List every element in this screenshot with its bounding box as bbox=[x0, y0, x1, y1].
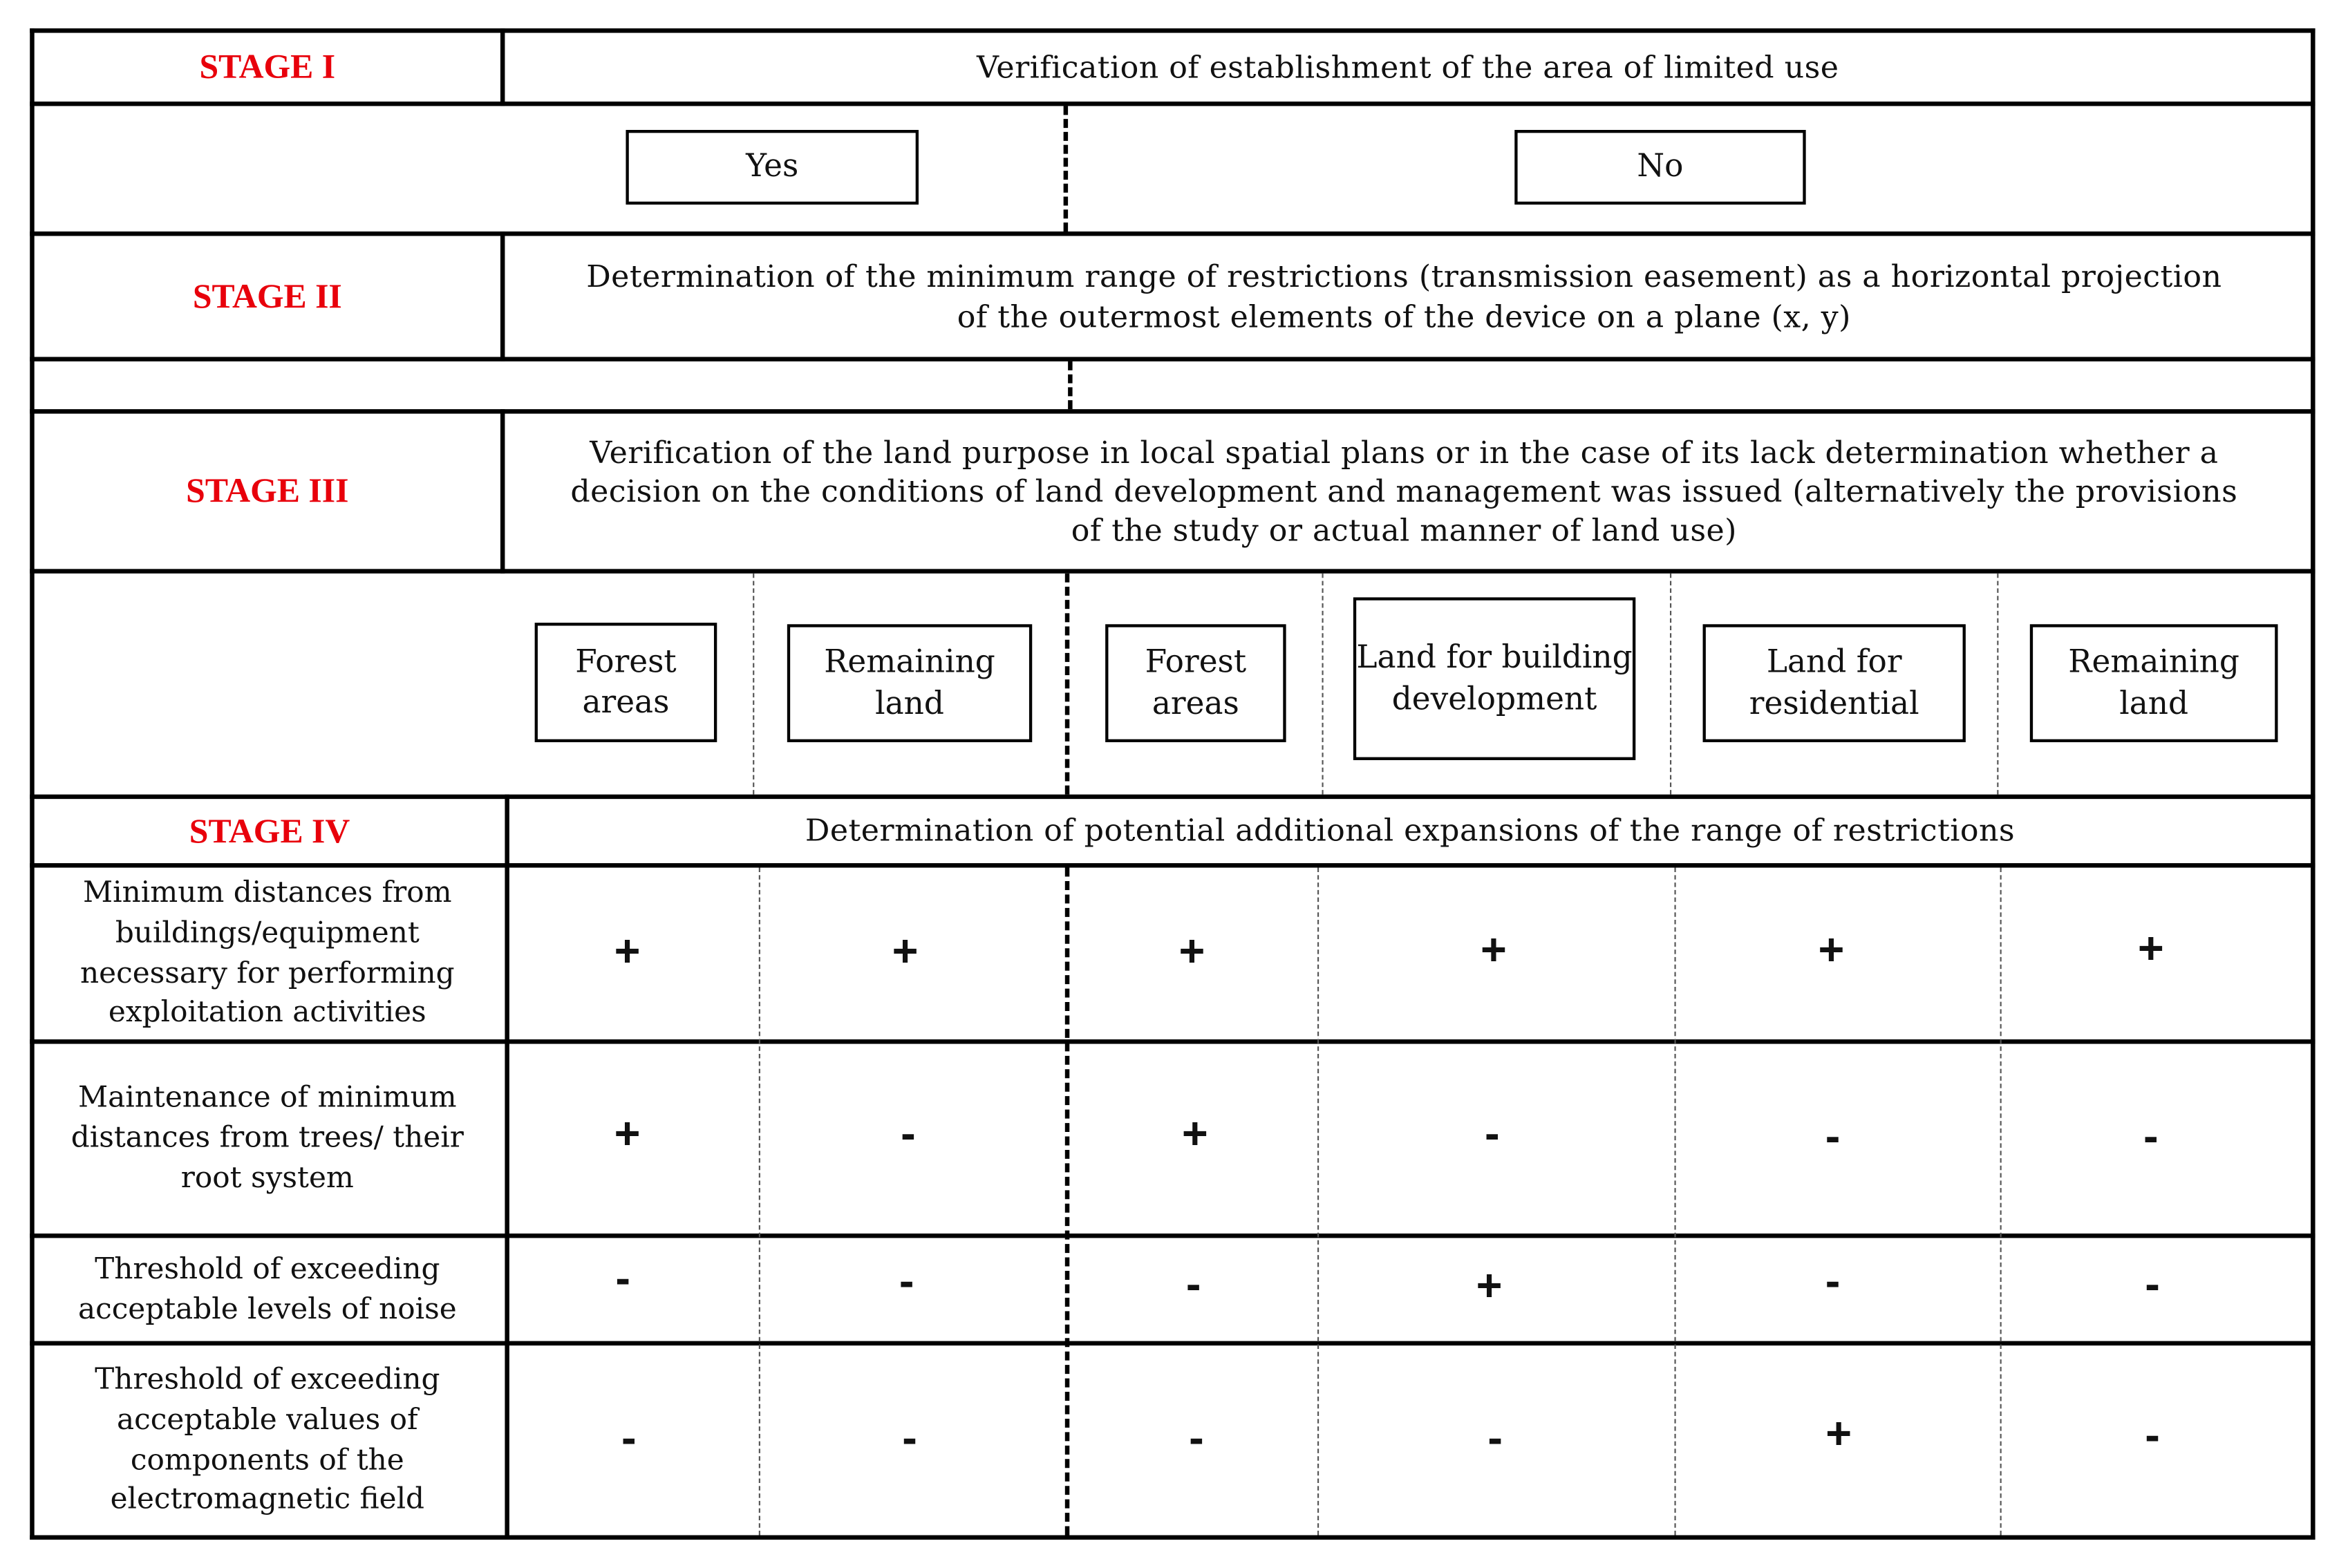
branch-divider bbox=[1065, 574, 1069, 795]
criterion-mark: - bbox=[2145, 1260, 2160, 1310]
criterion-mark: + bbox=[1481, 925, 1507, 976]
criterion-mark: + bbox=[2137, 924, 2164, 974]
criterion-label: Minimum distances from buildings/equipment necessary for performing exploitation activities bbox=[80, 874, 455, 1030]
criterion-mark: - bbox=[1185, 1260, 1201, 1310]
branch-divider bbox=[1064, 106, 1068, 232]
column-divider bbox=[1317, 868, 1319, 1536]
criterion-mark: + bbox=[1178, 927, 1205, 977]
criterion-mark: - bbox=[902, 1414, 917, 1464]
branch-divider bbox=[1068, 361, 1072, 409]
label-column-divider bbox=[500, 232, 505, 361]
stage-1-description: Verification of establishment of the area of limited use bbox=[977, 49, 1839, 85]
criterion-mark: - bbox=[1189, 1414, 1204, 1464]
criterion-mark: - bbox=[901, 1109, 916, 1159]
criterion-label: Threshold of exceeding acceptable levels of noise bbox=[77, 1251, 457, 1325]
column-divider bbox=[753, 574, 754, 795]
criterion-mark: + bbox=[1825, 1409, 1852, 1460]
stage-2-label: STAGE II bbox=[192, 277, 342, 315]
column-divider bbox=[1997, 574, 1998, 795]
criterion-mark: + bbox=[1476, 1262, 1503, 1312]
label-column-divider bbox=[505, 795, 509, 1540]
stage-4-label: STAGE IV bbox=[189, 812, 350, 850]
row-divider bbox=[30, 357, 2315, 361]
column-divider bbox=[759, 868, 760, 1536]
criterion-mark: + bbox=[1818, 925, 1845, 976]
criterion-mark: - bbox=[899, 1257, 914, 1307]
branch-divider bbox=[1065, 868, 1069, 1536]
decision-no-box: No bbox=[1514, 130, 1805, 205]
land-type-forest-areas: Forest areas bbox=[1105, 624, 1286, 742]
column-divider bbox=[2000, 868, 2002, 1536]
criterion-mark: + bbox=[1181, 1109, 1208, 1159]
criterion-mark: - bbox=[2143, 1112, 2159, 1162]
criterion-label: Maintenance of minimum distances from trees/ their root system bbox=[71, 1079, 464, 1195]
land-type-remaining-land: Remaining land bbox=[787, 624, 1032, 742]
row-divider bbox=[30, 569, 2315, 573]
land-type-remaining-land: Remaining land bbox=[2030, 624, 2278, 742]
stage-3-label: STAGE III bbox=[186, 472, 349, 510]
criterion-label: Threshold of exceeding acceptable values of components of the electromagnetic field bbox=[95, 1361, 440, 1517]
criterion-mark: - bbox=[1825, 1112, 1841, 1162]
decision-yes-box: Yes bbox=[626, 130, 919, 205]
criterion-mark: - bbox=[2145, 1411, 2160, 1461]
land-type-residential: Land for residential bbox=[1703, 624, 1966, 742]
column-divider bbox=[1322, 574, 1323, 795]
frame-bottom bbox=[30, 1536, 2315, 1540]
stage-1-label: STAGE I bbox=[199, 48, 336, 86]
stage-2-description: Determination of the minimum range of restrictions (transmission easement) as a horizontal projection of the outermost elements of the device on a plane (x, y) bbox=[586, 258, 2222, 334]
row-divider bbox=[30, 102, 2315, 106]
stage-4-description: Determination of potential additional expansions of the range of restrictions bbox=[805, 813, 2016, 849]
criterion-mark: + bbox=[614, 927, 641, 977]
criterion-mark: + bbox=[614, 1109, 641, 1159]
criterion-mark: - bbox=[1825, 1257, 1841, 1307]
criterion-mark: - bbox=[1487, 1414, 1503, 1464]
label-column-divider bbox=[500, 409, 505, 574]
frame-right bbox=[2311, 28, 2315, 1540]
criterion-mark: - bbox=[621, 1414, 637, 1464]
stage-3-description: Verification of the land purpose in local spatial plans or in the case of its lack determination whether a decision on the conditions of land development and management was issued (alternatively the provisions of the study or actual manner of land use) bbox=[570, 434, 2238, 549]
column-divider bbox=[1674, 868, 1675, 1536]
land-type-building-development: Land for building development bbox=[1353, 597, 1635, 760]
criterion-mark: - bbox=[615, 1254, 630, 1304]
criterion-mark: + bbox=[892, 927, 919, 977]
criterion-mark: - bbox=[1485, 1109, 1500, 1159]
column-divider bbox=[1670, 574, 1671, 795]
land-type-forest-areas: Forest areas bbox=[535, 623, 717, 742]
